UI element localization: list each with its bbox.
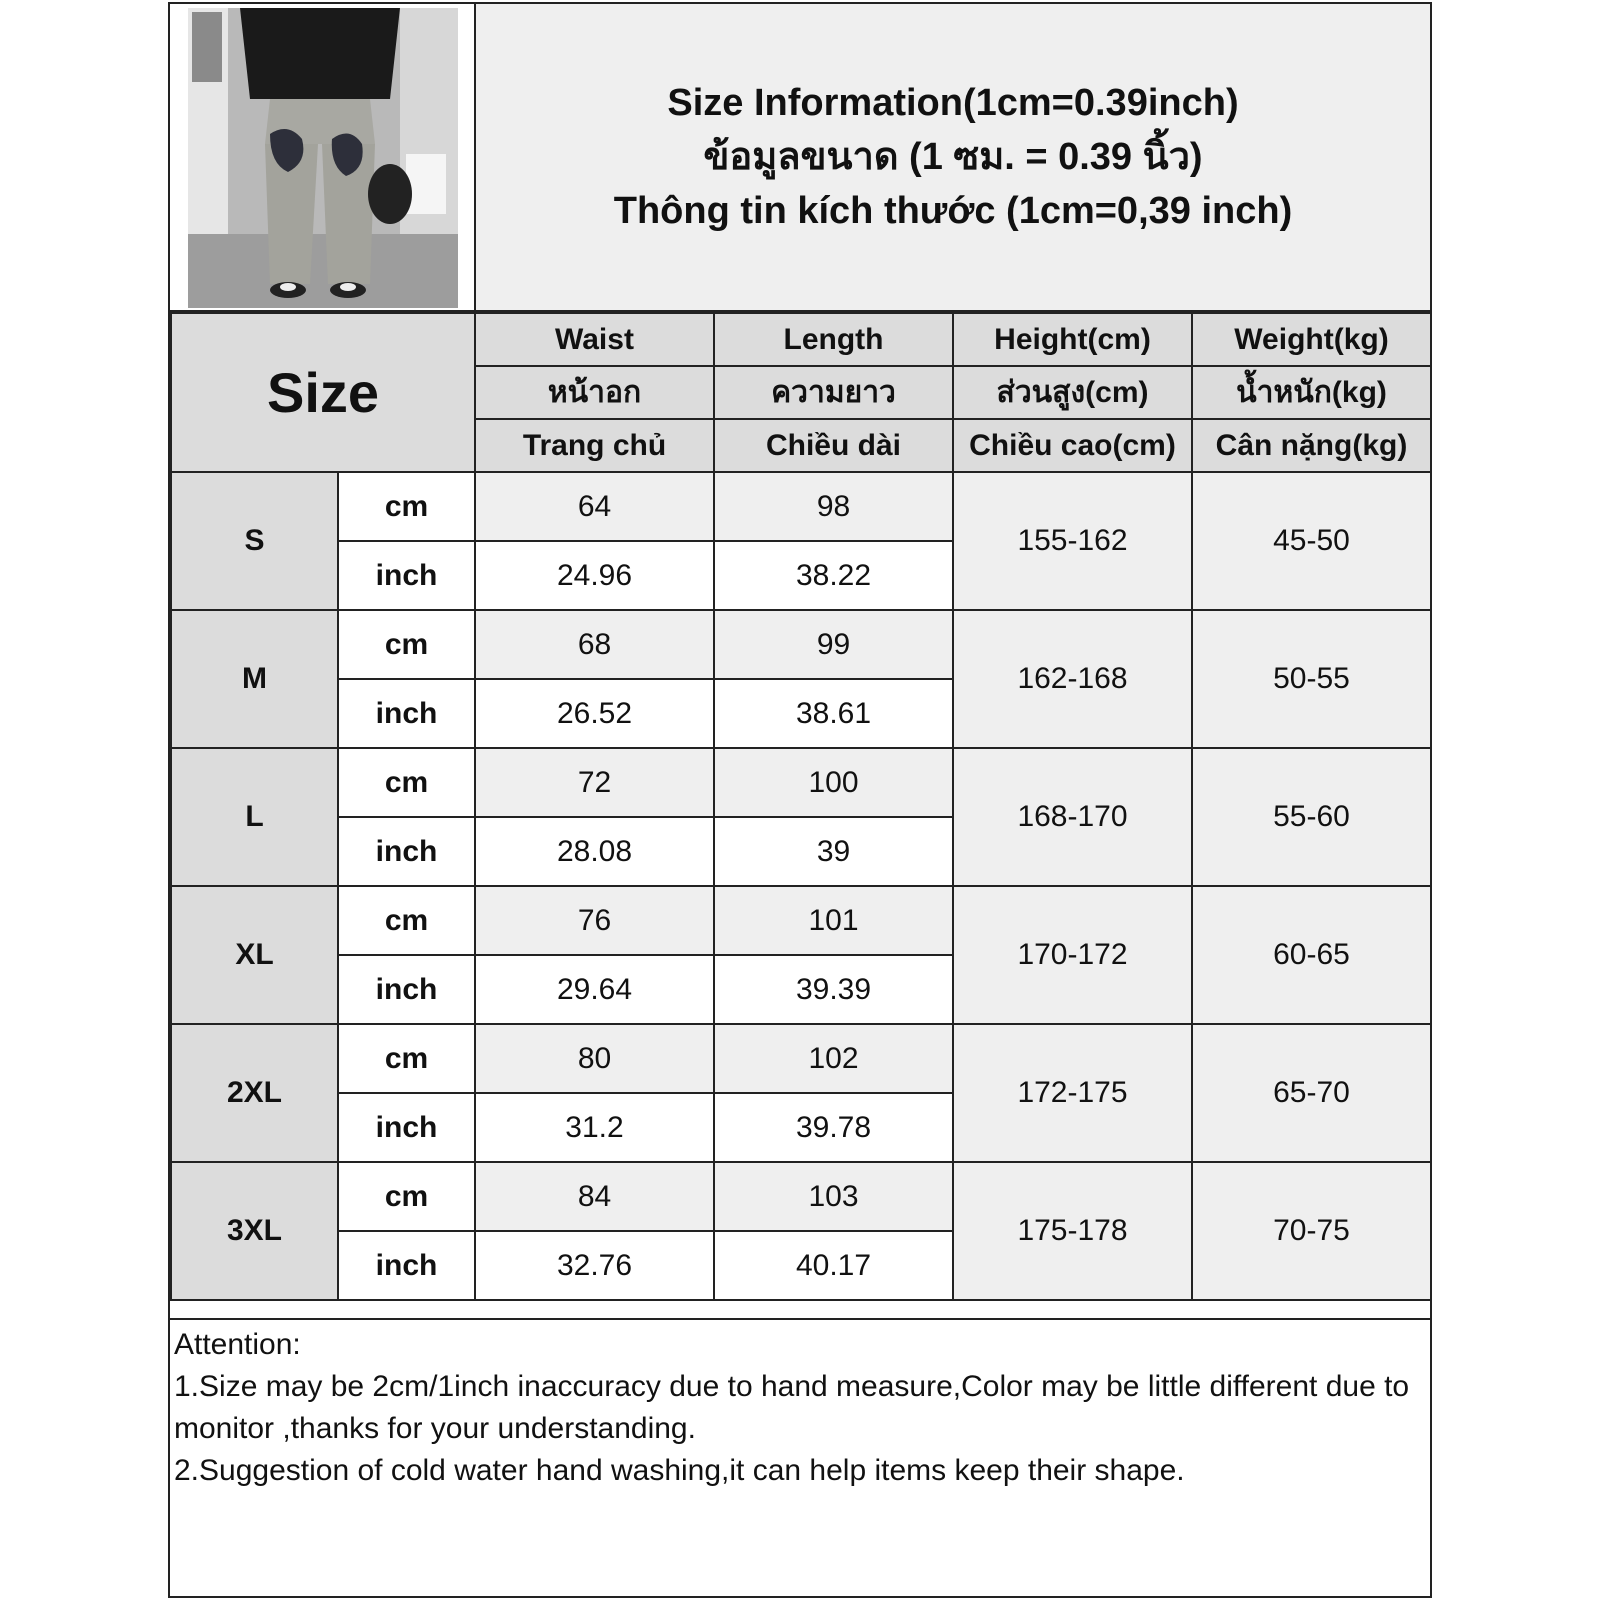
chart-header <box>170 4 1430 312</box>
attention-note-2: 2.Suggestion of cold water hand washing,it can help items keep their shape. <box>174 1454 1185 1487</box>
waist-cm: 68 <box>475 610 714 679</box>
table-row <box>171 886 1431 955</box>
unit-inch: inch <box>338 817 475 886</box>
waist-inch: 32.76 <box>475 1231 714 1300</box>
size-label: M <box>171 610 338 748</box>
waist-cm: 72 <box>475 748 714 817</box>
height-header-en: Height(cm) <box>953 313 1192 366</box>
length-inch: 38.22 <box>714 541 953 610</box>
jeans-model-image <box>170 4 476 310</box>
height-range: 168-170 <box>953 748 1192 886</box>
weight-range: 45-50 <box>1192 472 1431 610</box>
waist-inch: 29.64 <box>475 955 714 1024</box>
weight-header-en: Weight(kg) <box>1192 313 1431 366</box>
weight-range: 55-60 <box>1192 748 1431 886</box>
unit-cm: cm <box>338 748 475 817</box>
waist-inch: 31.2 <box>475 1093 714 1162</box>
waist-header-th: หน้าอก <box>475 366 714 419</box>
height-range: 162-168 <box>953 610 1192 748</box>
waist-cm: 80 <box>475 1024 714 1093</box>
length-header-en: Length <box>714 313 953 366</box>
height-range: 175-178 <box>953 1162 1192 1300</box>
size-chart <box>168 2 1432 1598</box>
length-header-th: ความยาว <box>714 366 953 419</box>
waist-inch: 26.52 <box>475 679 714 748</box>
table-row <box>171 610 1431 679</box>
attention-note-1: 1.Size may be 2cm/1inch inaccuracy due to hand measure,Color may be little different due to monitor ,thanks for your understanding. <box>174 1370 1410 1445</box>
unit-cm: cm <box>338 610 475 679</box>
product-photo <box>170 4 476 310</box>
table-row <box>171 748 1431 817</box>
waist-header-en: Waist <box>475 313 714 366</box>
length-cm: 103 <box>714 1162 953 1231</box>
length-inch: 39.78 <box>714 1093 953 1162</box>
waist-inch: 24.96 <box>475 541 714 610</box>
size-label: 2XL <box>171 1024 338 1162</box>
waist-cm: 84 <box>475 1162 714 1231</box>
table-row <box>171 1024 1431 1093</box>
size-label: XL <box>171 886 338 1024</box>
waist-cm: 64 <box>475 472 714 541</box>
size-label: S <box>171 472 338 610</box>
length-cm: 98 <box>714 472 953 541</box>
height-range: 155-162 <box>953 472 1192 610</box>
length-cm: 102 <box>714 1024 953 1093</box>
unit-inch: inch <box>338 541 475 610</box>
unit-cm: cm <box>338 1162 475 1231</box>
waist-cm: 76 <box>475 886 714 955</box>
waist-header-vi: Trang chủ <box>475 419 714 472</box>
weight-range: 65-70 <box>1192 1024 1431 1162</box>
unit-cm: cm <box>338 472 475 541</box>
title-english: Size Information(1cm=0.39inch) <box>667 82 1239 124</box>
length-inch: 38.61 <box>714 679 953 748</box>
length-cm: 101 <box>714 886 953 955</box>
height-range: 170-172 <box>953 886 1192 1024</box>
weight-header-vi: Cân nặng(kg) <box>1192 419 1431 472</box>
unit-cm: cm <box>338 1024 475 1093</box>
table-row <box>171 472 1431 541</box>
length-cm: 99 <box>714 610 953 679</box>
unit-inch: inch <box>338 1093 475 1162</box>
unit-inch: inch <box>338 955 475 1024</box>
unit-inch: inch <box>338 679 475 748</box>
size-label: 3XL <box>171 1162 338 1300</box>
length-inch: 40.17 <box>714 1231 953 1300</box>
length-header-vi: Chiều dài <box>714 419 953 472</box>
unit-inch: inch <box>338 1231 475 1300</box>
weight-header-th: น้ำหนัก(kg) <box>1192 366 1431 419</box>
length-inch: 39.39 <box>714 955 953 1024</box>
table-row <box>171 1162 1431 1231</box>
size-table <box>170 312 1432 1301</box>
attention-notes <box>170 1318 1430 1596</box>
length-cm: 100 <box>714 748 953 817</box>
unit-cm: cm <box>338 886 475 955</box>
weight-range: 60-65 <box>1192 886 1431 1024</box>
length-inch: 39 <box>714 817 953 886</box>
size-label: L <box>171 748 338 886</box>
height-header-th: ส่วนสูง(cm) <box>953 366 1192 419</box>
attention-heading: Attention: <box>174 1328 301 1361</box>
title-vietnamese: Thông tin kích thước (1cm=0,39 inch) <box>613 190 1293 232</box>
size-column-header: Size <box>171 313 475 472</box>
size-info-title <box>476 4 1430 310</box>
waist-inch: 28.08 <box>475 817 714 886</box>
weight-range: 50-55 <box>1192 610 1431 748</box>
title-thai: ข้อมูลขนาด (1 ซม. = 0.39 นิ้ว) <box>703 136 1203 178</box>
height-header-vi: Chiều cao(cm) <box>953 419 1192 472</box>
weight-range: 70-75 <box>1192 1162 1431 1300</box>
height-range: 172-175 <box>953 1024 1192 1162</box>
